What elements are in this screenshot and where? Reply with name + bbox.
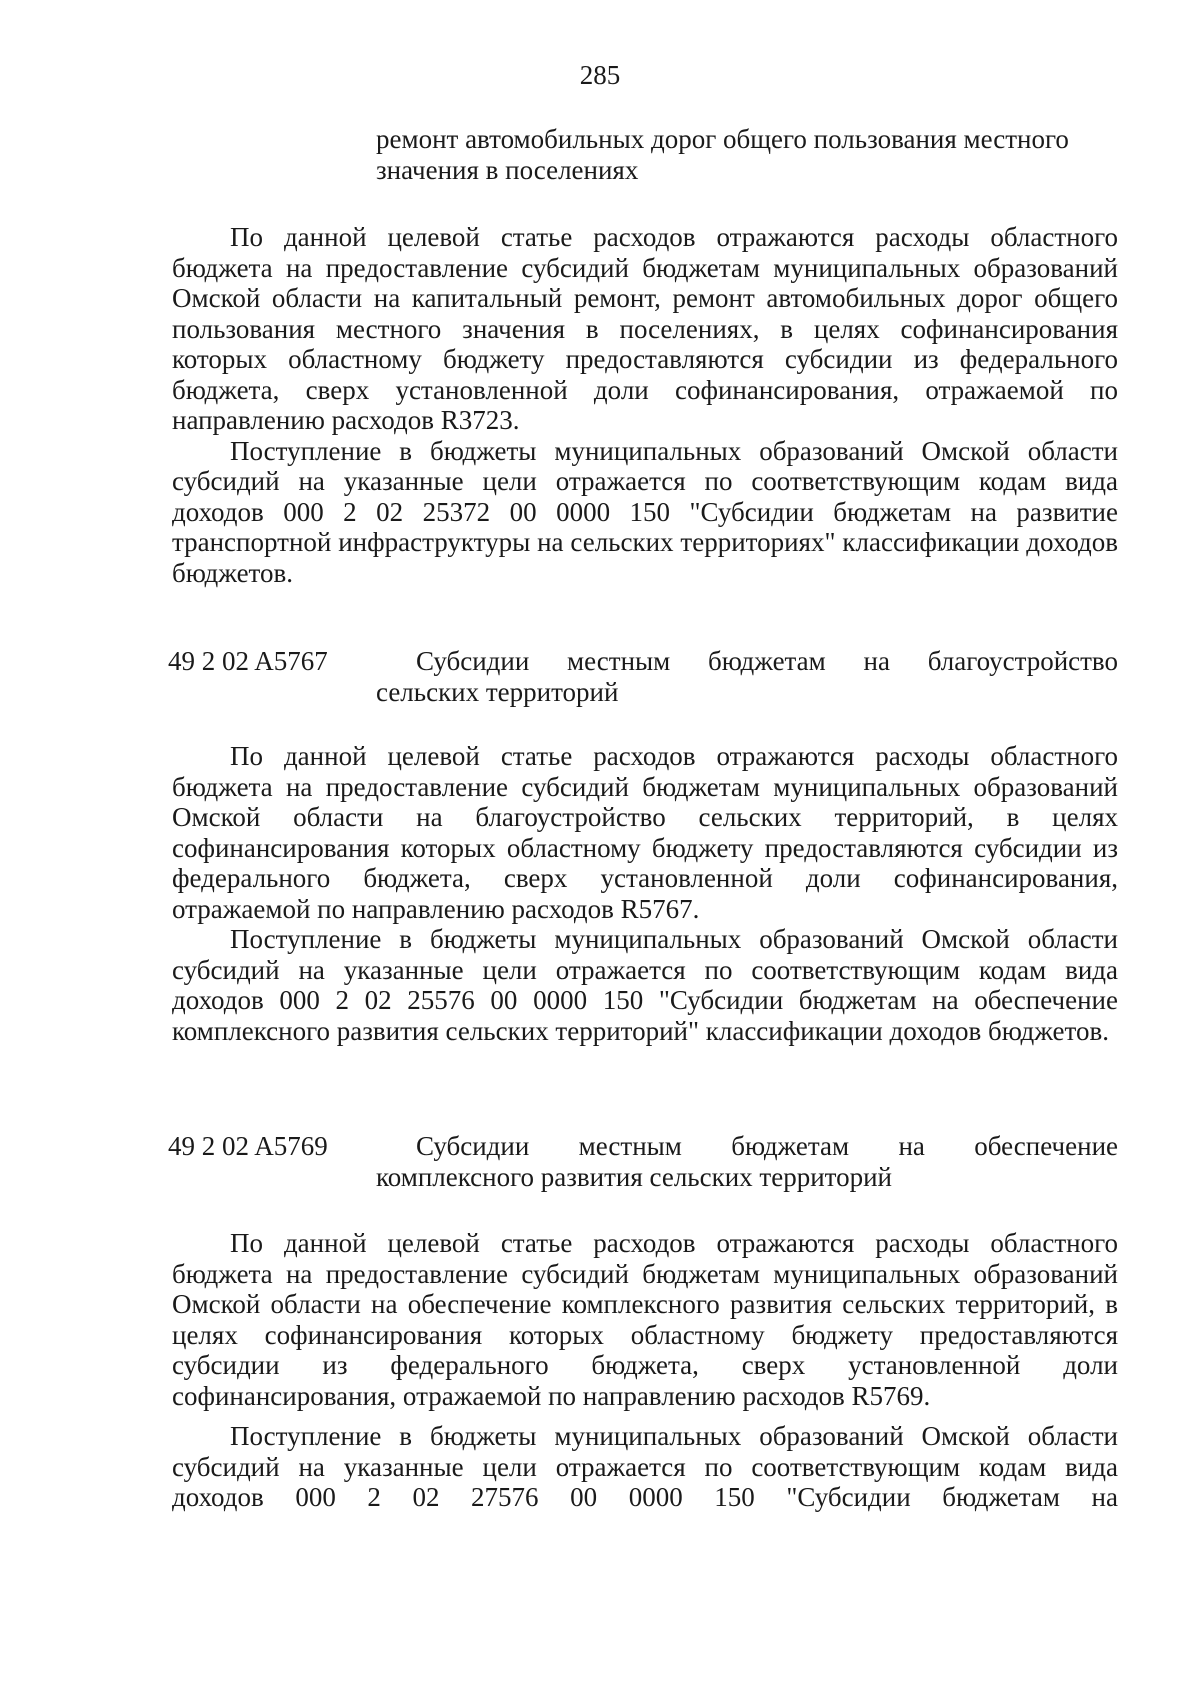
block3-title <box>376 1131 1118 1192</box>
heading-continuation: ремонт автомобильных дорог общего пользования местного значения в поселениях <box>376 124 1069 185</box>
block2-text <box>172 741 1118 1046</box>
block2-title-line2: сельских территорий <box>376 676 619 707</box>
page-number: 285 <box>579 60 621 90</box>
block3-paragraph-2: Поступление в бюджеты муниципальных образований Омской области субсидий на указанные цели отражается по соответствующим кодам вида доходов 000 2 02 27576 00 0000 150 "Субсидии бюджетам на <box>172 1421 1118 1512</box>
block3-title-line1: Субсидии местным бюджетам на обеспечение <box>416 1131 1118 1161</box>
block3-text <box>172 1228 1118 1513</box>
block3-paragraph-1: По данной целевой статье расходов отражаются расходы областного бюджета на предоставление субсидий бюджетам муниципальных образований Омской области на обеспечение комплексного развития сельских территорий, в целях софинансирования которых областному бюджету предоставляются субсидии из федерального бюджета, сверх установленной доли софинансирования, отражаемой по направлению расходов R5769. <box>172 1228 1118 1411</box>
block2-paragraph-1: По данной целевой статье расходов отражаются расходы областного бюджета на предоставление субсидий бюджетам муниципальных образований Омской области на благоустройство сельских территорий, в целях софинансирования которых областному бюджету предоставляются субсидии из федерального бюджета, сверх установленной доли софинансирования, отражаемой по направлению расходов R5767. <box>172 741 1118 924</box>
block1-text <box>172 222 1118 588</box>
block2-paragraph-2: Поступление в бюджеты муниципальных образований Омской области субсидий на указанные цели отражается по соответствующим кодам вида доходов 000 2 02 25576 00 0000 150 "Субсидии бюджетам на обеспечение комплексного развития сельских территорий" классификации доходов бюджетов. <box>172 924 1118 1046</box>
block1-paragraph-2: Поступление в бюджеты муниципальных образований Омской области субсидий на указанные цели отражается по соответствующим кодам вида доходов 000 2 02 25372 00 0000 150 "Субсидии бюджетам на развитие транспортной инфраструктуры на сельских территориях" классификации доходов бюджетов. <box>172 435 1118 588</box>
block3-code: 49 2 02 A5769 <box>168 1131 328 1161</box>
block3-title-line2: комплексного развития сельских территорий <box>376 1161 892 1192</box>
block2-title-line1: Субсидии местным бюджетам на благоустройство <box>416 646 1118 676</box>
block2-code: 49 2 02 A5767 <box>168 646 328 676</box>
block2-title <box>376 646 1118 707</box>
block1-paragraph-1: По данной целевой статье расходов отражаются расходы областного бюджета на предоставление субсидий бюджетам муниципальных образований Омской области на капитальный ремонт, ремонт автомобильных дорог общего пользования местного значения в поселениях, в целях софинансирования которых областному бюджету предоставляются субсидии из федерального бюджета, сверх установленной доли софинансирования, отражаемой по направлению расходов R3723. <box>172 222 1118 435</box>
